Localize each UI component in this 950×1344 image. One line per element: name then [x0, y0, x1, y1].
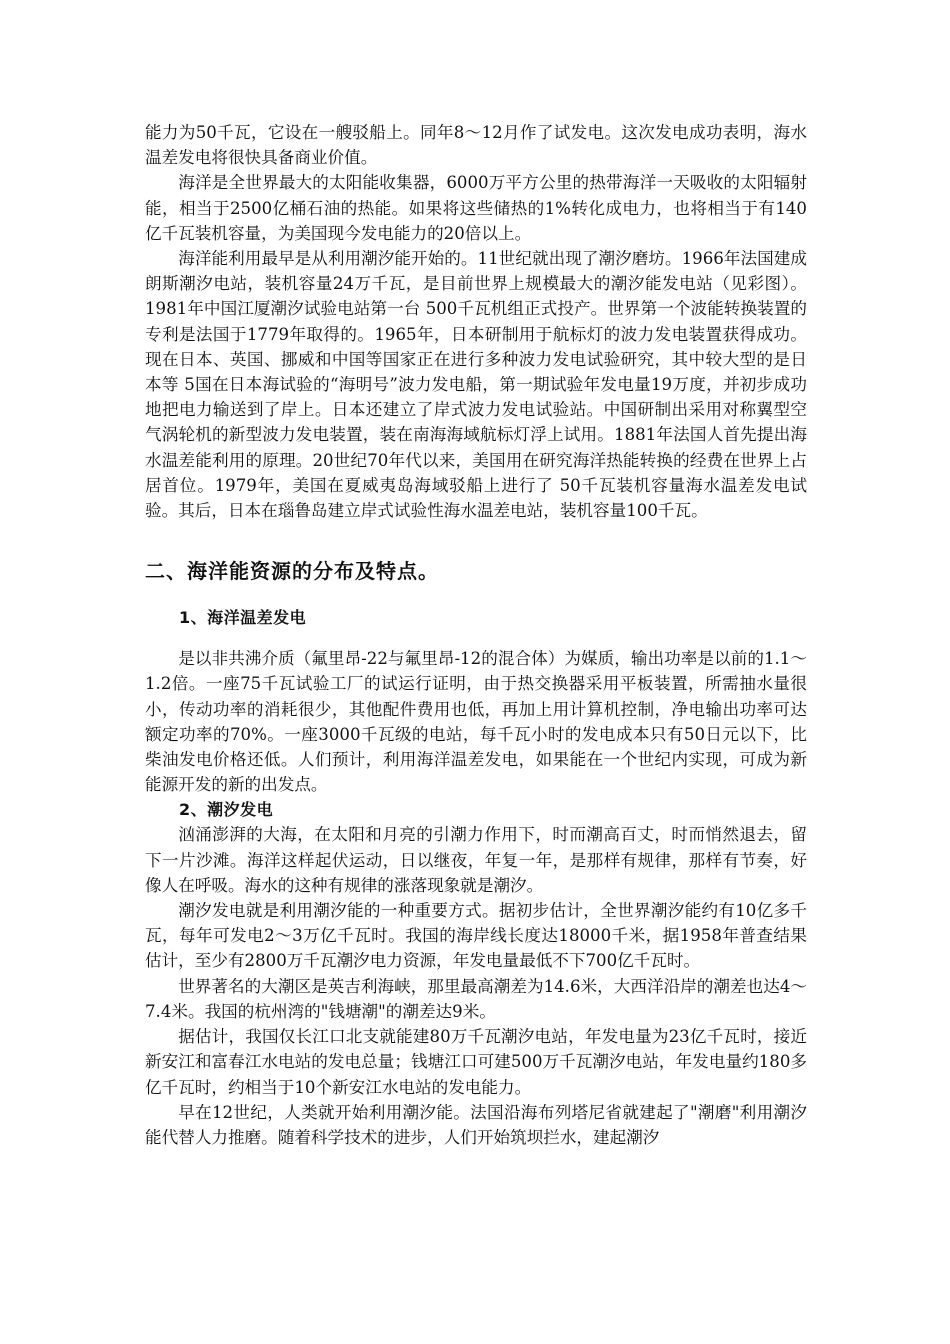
section-heading: 二、海洋能资源的分布及特点。 — [145, 559, 439, 584]
paragraph-thermal: 是以非共沸介质（氟里昂-22与氟里昂-12的混合体）为媒质，输出功率是以前的1.1～1.2倍。一座75千瓦试验工厂的试运行证明，由于热交换器采用平板装置，所需抽水量很小，传动功率的消耗很少，其他配件费用也低，再加上用计算机控制，净电输出功率可达额定功率的70%。一座3000千瓦级的电站，每千瓦小时的发电成本只有50日元以下，比柴油发电价格还低。人们预计，利用海洋温差发电，如果能在一个世纪内实现，可成为新能源开发的新的出发点。 — [145, 649, 807, 795]
subsection-heading-tidal: 2、潮汐发电 — [179, 800, 274, 820]
subsection-heading-thermal: 1、海洋温差发电 — [179, 608, 307, 628]
paragraph-tidal-history: 早在12世纪，人类就开始利用潮汐能。法国沿海布列塔尼省就建起了"潮磨"利用潮汐能代替人力推磨。随着科学技术的进步，人们开始筑坝拦水，建起潮汐 — [145, 1102, 807, 1147]
paragraph-tidal-china: 据估计，我国仅长江口北支就能建80万千瓦潮汐电站，年发电量为23亿千瓦时，接近新安江和富春江水电站的发电总量；钱塘江口可建500万千瓦潮汐电站，年发电量约180多亿千瓦时，约相当于10个新安江水电站的发电能力。 — [145, 1027, 807, 1097]
paragraph-history: 海洋能利用最早是从利用潮汐能开始的。11世纪就出现了潮汐磨坊。1966年法国建成朗斯潮汐电站，装机容量24万千瓦，是目前世界上规模最大的潮汐能发电站（见彩图）。1981年中国江厦潮汐试验电站第一台 500千瓦机组正式投产。世界第一个波能转换装置的专利是法国于1779年取得的。1965年，日本研制用于航标灯的波力发电装置获得成功。现在日本、英国、挪威和中国等国家正在进行多种波力发电试验研究，其中较大型的是日本等 5国在日本海试验的“海明号”波力发电船，第一期试验年发电量19万度，并初步成功地把电力输送到了岸上。日本还建立了岸式波力发电试验站。中国研制出采用对称翼型空气涡轮机的新型波力发电装置，装在南海海域航标灯浮上试用。1881年法国人首先提出海水温差能利用的原理。20世纪70年代以来，美国用在研究海洋热能转换的经费在世界上占居首位。1979年，美国在夏威夷岛海域驳船上进行了 50千瓦装机容量海水温差发电试验。其后，日本在瑙鲁岛建立岸式试验性海水温差电站，装机容量100千瓦。 — [145, 249, 807, 521]
paragraph-tidal-intro: 汹涌澎湃的大海，在太阳和月亮的引潮力作用下，时而潮高百丈，时而悄然退去，留下一片沙滩。海洋这样起伏运动，日以继夜，年复一年，是那样有规律，那样有节奏，好像人在呼吸。海水的这种有规律的涨落现象就是潮汐。 — [145, 825, 807, 895]
paragraph-solar-collector: 海洋是全世界最大的太阳能收集器，6000万平方公里的热带海洋一天吸收的太阳辐射能，相当于2500亿桶石油的热能。如果将这些储热的1%转化成电力，也将相当于有140亿千瓦装机容量，为美国现今发电能力的20倍以上。 — [145, 173, 807, 243]
paragraph-tidal-estimate: 潮汐发电就是利用潮汐能的一种重要方式。据初步估计，全世界潮汐能约有10亿多千瓦，每年可发电2～3万亿千瓦时。我国的海岸线长度达18000千米，据1958年普查结果估计，至少有2800万千瓦潮汐电力资源，年发电量最低不下700亿千瓦时。 — [145, 901, 807, 971]
paragraph-continuation: 能力为50千瓦，它设在一艘驳船上。同年8～12月作了试发电。这次发电成功表明，海水温差发电将很快具备商业价值。 — [145, 123, 807, 168]
paragraph-tidal-regions: 世界著名的大潮区是英吉利海峡，那里最高潮差为14.6米，大西洋沿岸的潮差也达4～7.4米。我国的杭州湾的"钱塘潮"的潮差达9米。 — [145, 976, 807, 1021]
document-body — [145, 120, 807, 1150]
